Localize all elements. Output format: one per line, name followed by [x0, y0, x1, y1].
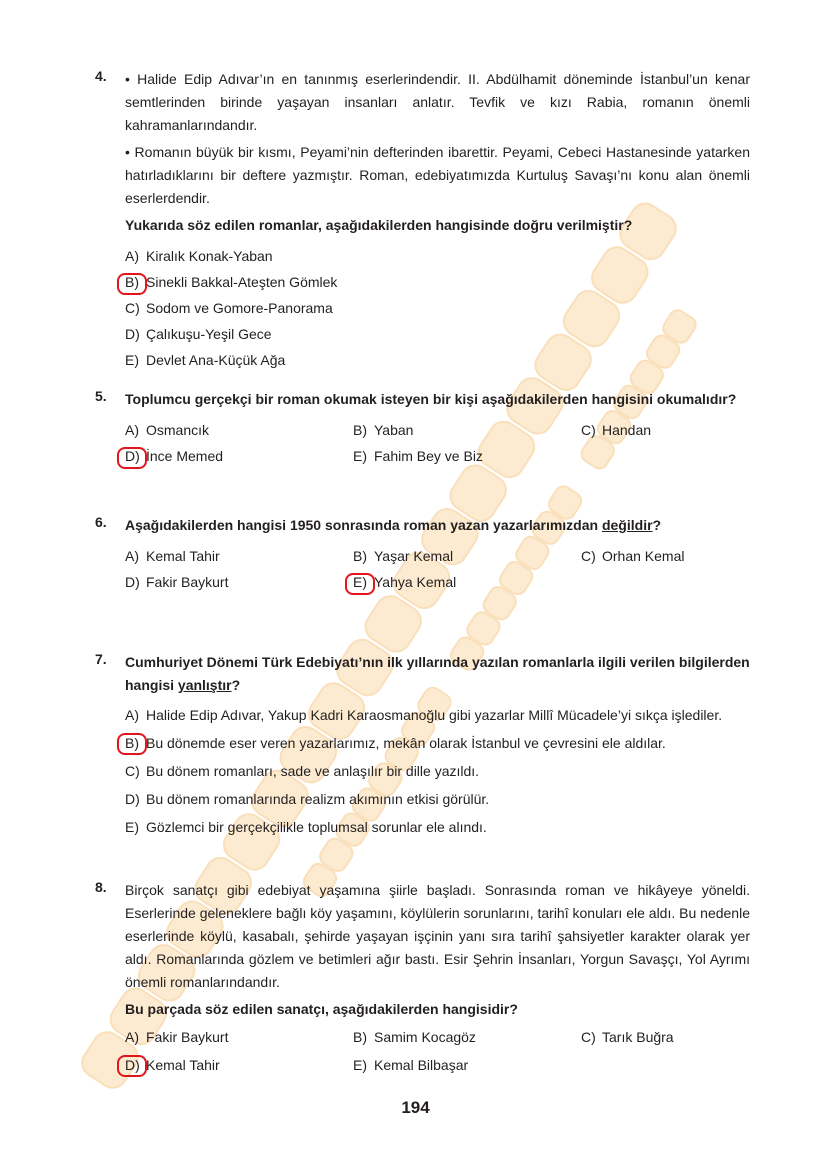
option-text: Tarık Buğra — [602, 1029, 674, 1045]
option-letter: B) — [353, 1029, 367, 1045]
question-7 — [95, 651, 750, 841]
option-c[interactable] — [125, 295, 750, 321]
option-b[interactable] — [353, 1023, 581, 1051]
option-text: Yaşar Kemal — [374, 548, 454, 564]
question-number: 7. — [95, 651, 107, 667]
question-4 — [95, 68, 750, 373]
question-stem — [125, 651, 750, 697]
option-text: Çalıkuşu-Yeşil Gece — [146, 326, 272, 342]
option-b[interactable] — [353, 417, 581, 443]
stem-text: Aşağıdakilerden hangisi 1950 sonrasında roman yazan yazarlarımızdan — [125, 517, 599, 533]
answer-circle-mark: D) — [125, 443, 146, 469]
option-text: Kemal Tahir — [146, 548, 220, 564]
question-number: 6. — [95, 514, 107, 530]
stem-end: ? — [652, 517, 662, 533]
option-letter: E) — [125, 819, 139, 835]
question-stem: Yukarıda söz edilen romanlar, aşağıdakilerden hangisinde doğru verilmiştir? — [125, 217, 633, 233]
option-c[interactable] — [581, 417, 781, 443]
option-text: Handan — [602, 422, 652, 438]
option-letter: E) — [125, 352, 139, 368]
option-d-correct[interactable] — [125, 443, 353, 469]
option-letter: D) — [125, 574, 140, 590]
option-text: Kemal Tahir — [146, 1057, 220, 1073]
question-5 — [95, 388, 750, 469]
option-d-correct[interactable] — [125, 1051, 353, 1079]
option-text: Sinekli Bakkal-Ateşten Gömlek — [146, 274, 338, 290]
option-text: Kiralık Konak-Yaban — [146, 248, 273, 264]
option-text: Halide Edip Adıvar, Yakup Kadri Karaosmanoğlu gibi yazarlar Millî Mücadele’yi sıkça işlediler. — [146, 707, 723, 723]
question-6 — [95, 514, 750, 595]
question-8 — [95, 879, 750, 1079]
option-e[interactable] — [125, 813, 750, 841]
option-text: Orhan Kemal — [602, 548, 685, 564]
option-text: Yahya Kemal — [374, 574, 457, 590]
option-text: Devlet Ana-Küçük Ağa — [146, 352, 286, 368]
question-number: 4. — [95, 68, 107, 84]
option-letter: E) — [353, 1057, 367, 1073]
option-letter: E) — [353, 448, 367, 464]
option-text: Yaban — [374, 422, 414, 438]
stem-underlined: değildir — [601, 517, 653, 533]
option-text: Gözlemci bir gerçekçilikle toplumsal sorunlar ele alındı. — [146, 819, 487, 835]
option-e[interactable] — [125, 347, 750, 373]
option-letter: A) — [125, 1029, 139, 1045]
option-letter: D) — [125, 326, 140, 342]
watermark-letter-shape — [317, 835, 356, 874]
page-number: 194 — [401, 1098, 430, 1117]
option-text: Sodom ve Gomore-Panorama — [146, 300, 333, 316]
option-a[interactable] — [125, 417, 353, 443]
stem-underlined: yanlıştır — [177, 677, 232, 693]
answer-circle-mark: D) — [125, 1051, 146, 1079]
stem-text: Cumhuriyet Dönemi Türk Edebiyatı’nın ilk yıllarında yazılan romanlarla ilgili verilen bilgilerden hangisi — [125, 654, 750, 693]
option-d[interactable] — [125, 785, 750, 813]
option-letter: B) — [353, 548, 367, 564]
option-text: Fakir Baykurt — [146, 574, 229, 590]
option-e[interactable] — [353, 1051, 581, 1079]
watermark-letter-shape — [464, 609, 503, 648]
option-text: Bu dönem romanlarında realizm akımının etkisi görülür. — [146, 791, 490, 807]
option-c[interactable] — [581, 1023, 781, 1051]
answer-circle-mark: B) — [125, 269, 146, 295]
option-e[interactable] — [353, 443, 581, 469]
option-text: Kemal Bilbaşar — [374, 1057, 469, 1073]
option-b[interactable] — [353, 543, 581, 569]
option-letter: A) — [125, 248, 139, 264]
option-letter: C) — [581, 422, 596, 438]
question-paragraph: • Halide Edip Adıvar’ın en tanınmış eserlerindendir. II. Abdülhamit döneminde İstanbul’un kenar semtlerinden birinde yaşayan insanları anlatır. Tevfik ve kızı Rabia, romanın önemli kahramanlarındandır. — [125, 71, 750, 133]
option-text: Bu dönem romanları, sade ve anlaşılır bir dille yazıldı. — [146, 763, 480, 779]
option-letter: C) — [125, 300, 140, 316]
watermark-letter-shape — [360, 591, 426, 657]
option-letter: C) — [581, 548, 596, 564]
answer-circle-mark: E) — [353, 569, 374, 595]
question-paragraph: Birçok sanatçı gibi edebiyat yaşamına şiirle başladı. Sonrasında roman ve hikâyeye yöneldi. Eserlerinde geleneklere bağlı köy yaşamını, köylülerin sorunlarını, tarihî konuları ele aldı. Bu nedenle eserlerinde köylü, kasabalı, şehirde yaşayan işçinin yanı sıra tarihî şahsiyetler karakter olarak yer aldı. Romanlarında gözlem ve betimleri ağır bastı. Esir Şehrin İnsanları, Yorgun Savaşçı, Yol Ayrımı önemli romanlarındandır. — [125, 882, 750, 990]
answer-circle-mark: B) — [125, 729, 146, 757]
option-letter: A) — [125, 707, 139, 723]
question-stem: Bu parçada söz edilen sanatçı, aşağıdakilerden hangisidir? — [125, 1001, 518, 1017]
question-number: 5. — [95, 388, 107, 404]
option-d[interactable] — [125, 321, 750, 347]
option-b-correct[interactable] — [125, 729, 750, 757]
question-number: 8. — [95, 879, 107, 895]
option-text: Fahim Bey ve Biz — [374, 448, 483, 464]
option-letter: B) — [353, 422, 367, 438]
option-a[interactable] — [125, 243, 750, 269]
option-text: İnce Memed — [146, 448, 224, 464]
option-text: Samim Kocagöz — [374, 1029, 476, 1045]
option-text: Osmancık — [146, 422, 210, 438]
option-letter: C) — [125, 763, 140, 779]
option-c[interactable] — [581, 543, 781, 569]
option-b-correct[interactable] — [125, 269, 750, 295]
option-letter: A) — [125, 548, 139, 564]
option-letter: C) — [581, 1029, 596, 1045]
question-stem — [125, 514, 750, 537]
option-a[interactable] — [125, 1023, 353, 1051]
question-paragraph: • Romanın büyük bir kısmı, Peyami’nin defterinden ibarettir. Peyami, Cebeci Hastanesinde yatarken hatırladıklarını bir deftere yazmıştır. Roman, edebiyatımızda Kurtuluş Savaşı’nı konu alan önemli eserlerdendir. — [125, 144, 750, 206]
stem-end: ? — [231, 677, 241, 693]
option-d[interactable] — [125, 569, 353, 595]
option-a[interactable] — [125, 543, 353, 569]
option-letter: A) — [125, 422, 139, 438]
question-stem: Toplumcu gerçekçi bir roman okumak isteyen bir kişi aşağıdakilerden hangisini okumalıdır? — [125, 391, 737, 407]
option-letter: D) — [125, 791, 140, 807]
option-c[interactable] — [125, 757, 750, 785]
option-e-correct[interactable] — [353, 569, 581, 595]
option-text: Fakir Baykurt — [146, 1029, 229, 1045]
option-a[interactable] — [125, 701, 750, 729]
option-text: Bu dönemde eser veren yazarlarımız, mekân olarak İstanbul ve çevresini ele aldılar. — [146, 735, 666, 751]
